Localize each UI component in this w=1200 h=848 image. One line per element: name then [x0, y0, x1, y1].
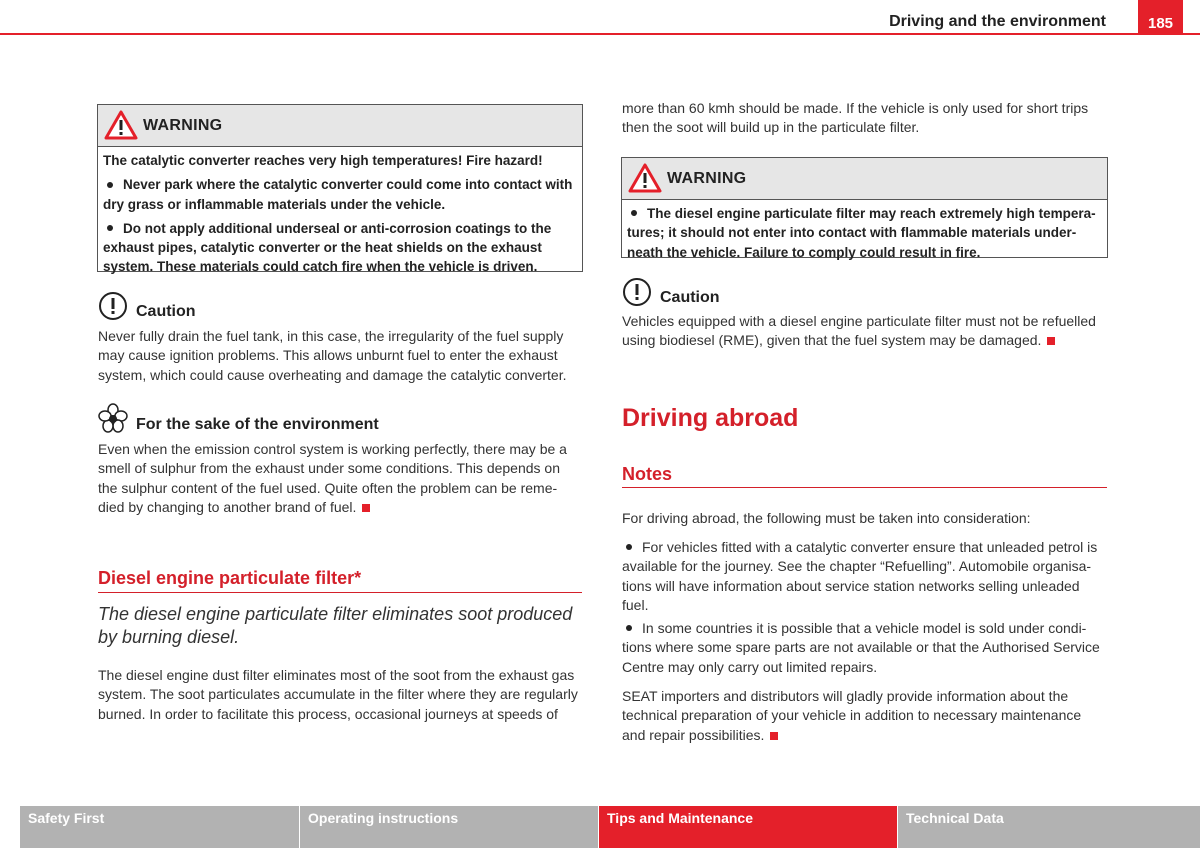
bullet-icon [626, 625, 632, 631]
header-rule [0, 33, 1200, 35]
notes-intro: For driving abroad, the following must be taken into consideration: [622, 510, 1031, 526]
end-marker-icon [770, 732, 778, 740]
warning-body [622, 200, 1107, 269]
warning-header [98, 105, 582, 147]
section-title: Driving and the environment [889, 13, 1106, 30]
page-number: 185 [1138, 0, 1183, 35]
diesel-lead: The diesel engine particulate filter eliminates soot produced by burning diesel. [98, 604, 573, 647]
end-marker-icon [1047, 337, 1055, 345]
diesel-text: The diesel engine dust filter eliminates most of the soot from the exhaust gas system. The soot particulates accumulate in the filter where they are regularly burned. In order to facilitate this process, occasional journeys at speeds of [98, 667, 578, 722]
notes-item: For vehicles fitted with a catalytic converter ensure that unleaded petrol is available for the journey. See the chapter “Refuelling”. Automobile organisa-tions will have information about service station networks selling unleaded fuel. [622, 539, 1098, 613]
footer-tab-safety-first[interactable]: Safety First [20, 806, 299, 848]
warning-body [98, 147, 582, 284]
caution-text: Vehicles equipped with a diesel engine particulate filter must not be refuelled using biodiesel (RME), given that the fuel system may be damaged. [622, 313, 1096, 349]
notes-heading-rule [622, 487, 1107, 488]
footer-tab-operating-instructions[interactable]: Operating instructions [300, 806, 598, 848]
bullet-icon [631, 210, 637, 216]
warning-label: WARNING [143, 117, 223, 134]
end-marker-icon [362, 504, 370, 512]
environment-text: Even when the emission control system is working perfectly, there may be a smell of sulphur from the exhaust under some conditions. This depends on the sulphur content of the fuel used. Quite often the problem can be reme-died by changing to another brand of fuel. [98, 441, 567, 515]
caution-icon [98, 291, 128, 321]
diesel-heading: Diesel engine particulate filter* [98, 568, 362, 588]
diesel-heading-rule [98, 592, 582, 593]
warning-triangle-icon [628, 163, 662, 193]
caution-text: Never fully drain the fuel tank, in this case, the irregularity of the fuel supply may cause ignition problems. This allows unburnt fuel to enter the exhaust system, which could cause overheating and damage the catalytic converter. [98, 328, 567, 383]
warning-item: Do not apply additional underseal or anti-corrosion coatings to the exhaust pipes, catalytic converter or the heat shields on the exhaust system. These materials could catch fire when the vehicle is driven. [103, 220, 552, 275]
warning-label: WARNING [667, 170, 747, 187]
warning-triangle-icon [104, 110, 138, 140]
footer-tab-technical-data[interactable]: Technical Data [898, 806, 1200, 848]
bullet-icon [107, 225, 113, 231]
caution-title: Caution [660, 289, 720, 306]
notes-heading: Notes [622, 464, 673, 484]
notes-outro: SEAT importers and distributors will gladly provide information about the technical preparation of your vehicle in addition to necessary maintenance and repair possibilities. [622, 688, 1082, 743]
warning-box-catalytic [97, 104, 583, 275]
footer-nav [0, 806, 1200, 848]
bullet-icon [626, 544, 632, 550]
environment-title: For the sake of the environment [136, 416, 379, 433]
notes-item: In some countries it is possible that a vehicle model is sold under condi-tions where some spare parts are not available or that the Authorised Service Centre may only carry out limited repairs. [622, 620, 1100, 675]
warning-item: Never park where the catalytic converter could come into contact with dry grass or inflammable materials under the vehicle. [103, 177, 573, 212]
footer-tab-tips-and-maintenance[interactable]: Tips and Maintenance [599, 806, 897, 848]
flower-icon [98, 403, 128, 433]
bullet-icon [107, 182, 113, 188]
warning-header [622, 158, 1107, 200]
caution-title: Caution [136, 303, 196, 320]
warning-item: The diesel engine particulate filter may reach extremely high tempera-tures; it should not enter into contact with flammable materials under-neath the vehicle. Failure to comply could result in fire. [627, 206, 1096, 260]
caution-icon [622, 277, 652, 307]
warning-box-diesel [621, 157, 1108, 258]
driving-abroad-heading: Driving abroad [622, 404, 799, 432]
warning-intro: The catalytic converter reaches very high temperatures! Fire hazard! [103, 153, 543, 168]
continuation-text: more than 60 kmh should be made. If the vehicle is only used for short trips then the soot will build up in the particulate filter. [622, 100, 1089, 136]
